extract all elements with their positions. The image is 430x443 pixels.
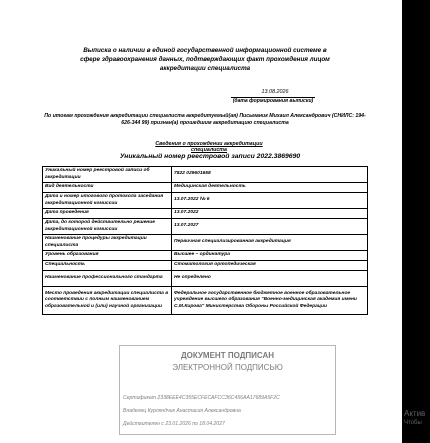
issue-date: 13.08.2026 — [261, 89, 289, 95]
table-row — [43, 251, 368, 261]
date-caption: (дата формирования выписки) — [232, 98, 314, 104]
activation-watermark-line2: Чтобы — [404, 420, 422, 426]
table-row — [43, 183, 368, 193]
table-row — [43, 193, 368, 209]
stamp-title-line1: ДОКУМЕНТ ПОДПИСАН — [180, 351, 275, 360]
document-title: Выписка о наличии в единой государственной информационной системе в сфере здравоохранения данных, подтверждающих факт прохождения лицом аккредитации специалиста — [80, 47, 330, 72]
table-cell-value: 13.07.2022 № 6 — [172, 193, 368, 209]
table-cell-label: Наименование профессионального стандарта — [43, 271, 172, 287]
table-cell-label: Уровень образования — [43, 251, 172, 261]
table-cell-label: Специальность — [43, 261, 172, 271]
table-cell-value: Федеральное государственное бюджетное военное образовательное учреждение высшего образования "Военно-медицинская академия имени С.М.Кирова" Министерства Обороны Российской Федерации — [172, 287, 368, 315]
table-cell-label: Дата, до которой действительно решение аккредитационной комиссии — [43, 219, 172, 235]
table-row — [43, 235, 368, 251]
stamp-certificate: Сертификат 2338ЕЕЕ4С355ЕСFЕСАFССЗ6С456АА17689А5F2С — [123, 395, 280, 401]
stamp-title-line2: ЭЛЕКТРОННОЙ ПОДПИСЬЮ — [172, 363, 283, 372]
table-cell-value: 13.07.2027 — [172, 219, 368, 235]
accreditation-table — [42, 166, 368, 315]
electronic-signature-stamp — [119, 345, 336, 435]
table-cell-value: 13.07.2022 — [172, 209, 368, 219]
registry-number: Уникальный номер реестровой записи 2022.3869690 — [119, 153, 301, 160]
table-row — [43, 271, 368, 287]
table-cell-value: Высшее – ординатура — [172, 251, 368, 261]
accreditation-statement: По итогам прохождения аккредитации специалиста аккредитуемый(ая) Письманик Михаил Александрович (СНИЛС: 194-626-344 99) признан(а) прошедшим аккредитацию специалиста — [44, 113, 366, 126]
table-cell-label: Наименование процедуры аккредитации специалиста — [43, 235, 172, 251]
background-strip — [402, 0, 430, 443]
table-cell-value: Стоматология ортопедическая — [172, 261, 368, 271]
table-cell-label: Вид деятельности — [43, 183, 172, 193]
table-cell-label: Уникальный номер реестровой записи об аккредитации — [43, 167, 172, 183]
table-cell-label: Дата и номер итогового протокола заседания аккредитационной комиссии — [43, 193, 172, 209]
table-cell-value: Медицинская деятельность — [172, 183, 368, 193]
table-row — [43, 167, 368, 183]
stamp-title — [120, 350, 335, 374]
table-row — [43, 261, 368, 271]
table-row — [43, 219, 368, 235]
activation-watermark-line1: Актив — [404, 409, 426, 418]
table-cell-value: Не определено — [172, 271, 368, 287]
table-cell-value: Первичная специализированная аккредитация — [172, 235, 368, 251]
table-row — [43, 209, 368, 219]
section-heading: Сведения о прохождении аккредитации специалиста — [155, 141, 263, 153]
table-cell-value: 7822 029601658 — [172, 167, 368, 183]
stamp-validity: Действителен с 23.01.2026 по 18.04.2027 — [123, 421, 225, 427]
table-row — [43, 287, 368, 315]
table-cell-label: Дата проведения — [43, 209, 172, 219]
stamp-owner: Владелец Курляндчик Анастасия Александровна — [123, 408, 241, 414]
table-cell-label: Место проведения аккредитации специалиста в соответствии с полным наименованием образовательной и (или) научной организации — [43, 287, 172, 315]
